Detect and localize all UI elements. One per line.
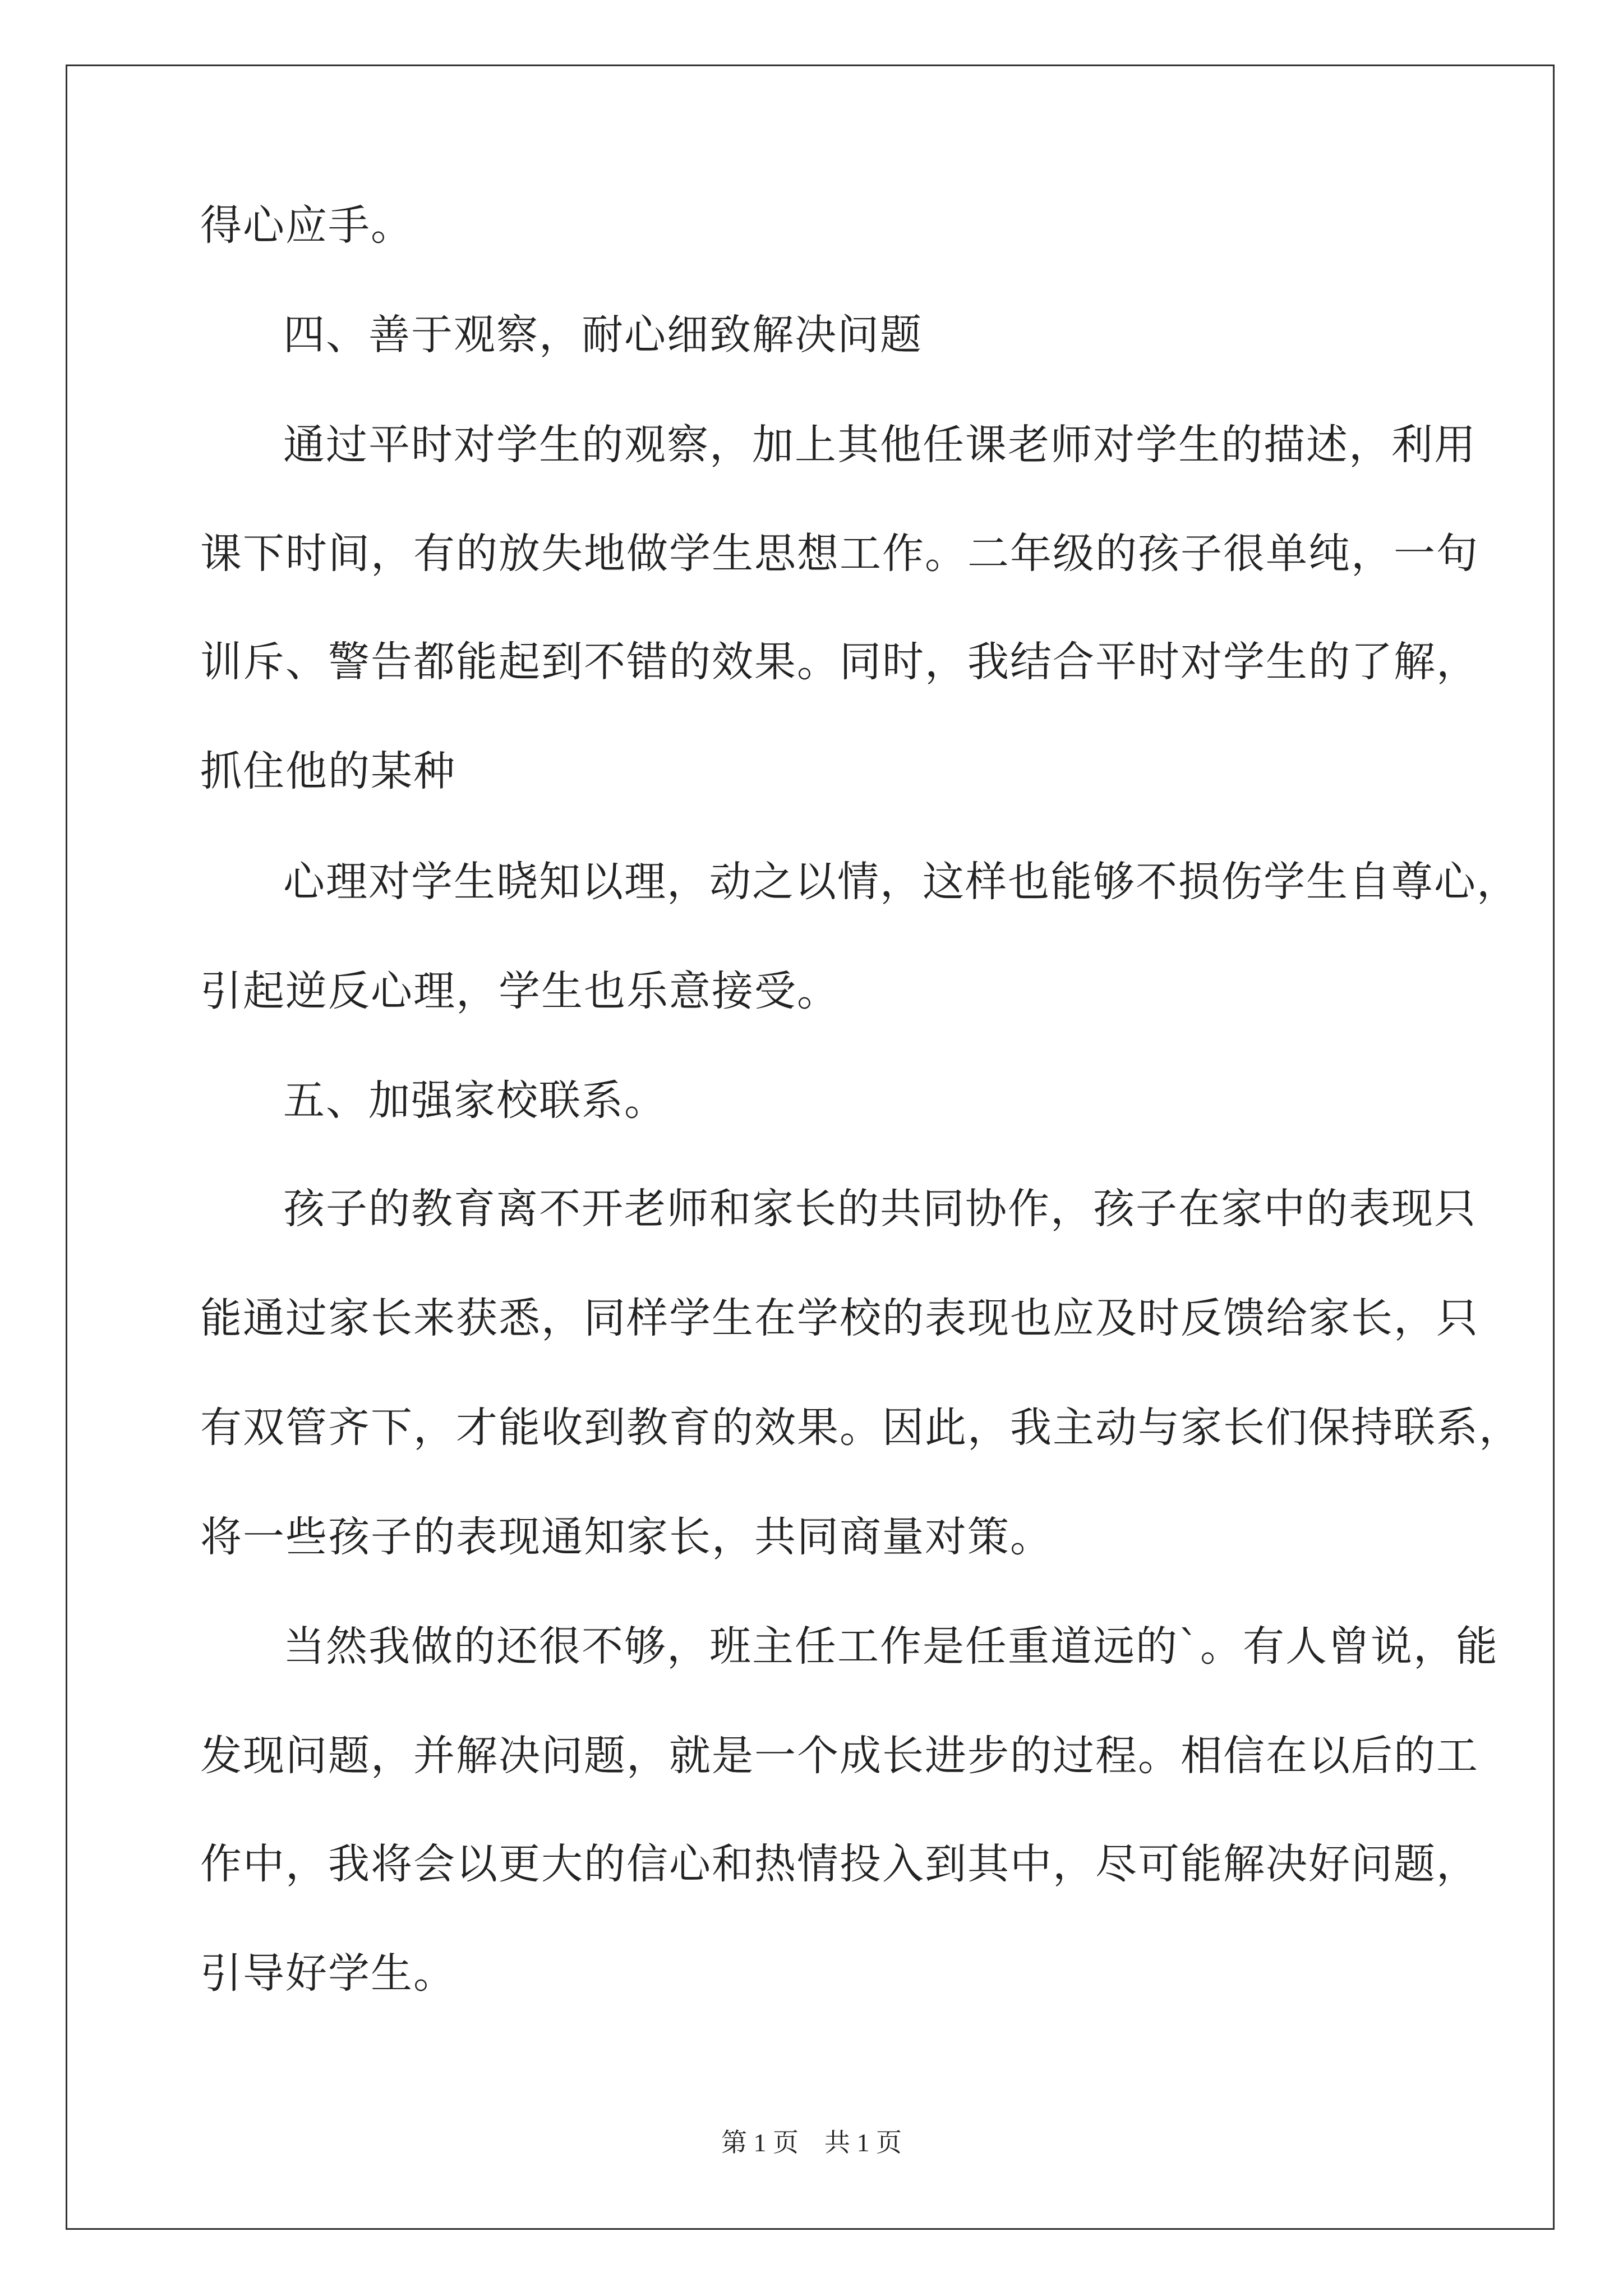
page-number-footer: 第 1 页 共 1 页 — [721, 2128, 902, 2157]
text-line: 课下时间，有的放失地做学生思想工作。二年级的孩子很单纯，一句 — [200, 530, 1479, 578]
text-line: 得心应手。 — [200, 201, 413, 250]
text-line: 能通过家长来获悉，同样学生在学校的表现也应及时反馈给家长，只 — [200, 1294, 1479, 1342]
text-line: 训斥、警告都能起到不错的效果。同时，我结合平时对学生的了解， — [200, 638, 1479, 686]
text-line: 发现问题，并解决问题，就是一个成长进步的过程。相信在以后的工 — [200, 1732, 1479, 1780]
section-heading: 四、善于观察，耐心细致解决问题 — [283, 311, 923, 359]
text-line: 孩子的教育离不开老师和家长的共同协作，孩子在家中的表现只 — [283, 1185, 1477, 1233]
text-line: 引导好学生。 — [200, 1949, 456, 1998]
page-border — [66, 65, 1555, 2230]
text-line: 抓住他的某种 — [200, 747, 456, 795]
text-line: 作中，我将会以更大的信心和热情投入到其中，尽可能解决好问题， — [200, 1840, 1479, 1888]
text-line: 引起逆反心理，学生也乐意接受。 — [200, 967, 840, 1015]
text-line: 心理对学生晓知以理，动之以情，这样也能够不损伤学生自尊心， — [283, 858, 1519, 906]
text-line: 有双管齐下，才能收到教育的效果。因此，我主动与家长们保持联系， — [200, 1404, 1521, 1452]
section-heading: 五、加强家校联系。 — [283, 1076, 667, 1125]
text-line: 将一些孩子的表现通知家长，共同商量对策。 — [200, 1513, 1053, 1561]
text-line: 通过平时对学生的观察，加上其他任课老师对学生的描述，利用 — [283, 421, 1477, 469]
text-line: 当然我做的还很不够，班主任工作是任重道远的`。有人曾说，能 — [283, 1622, 1498, 1671]
